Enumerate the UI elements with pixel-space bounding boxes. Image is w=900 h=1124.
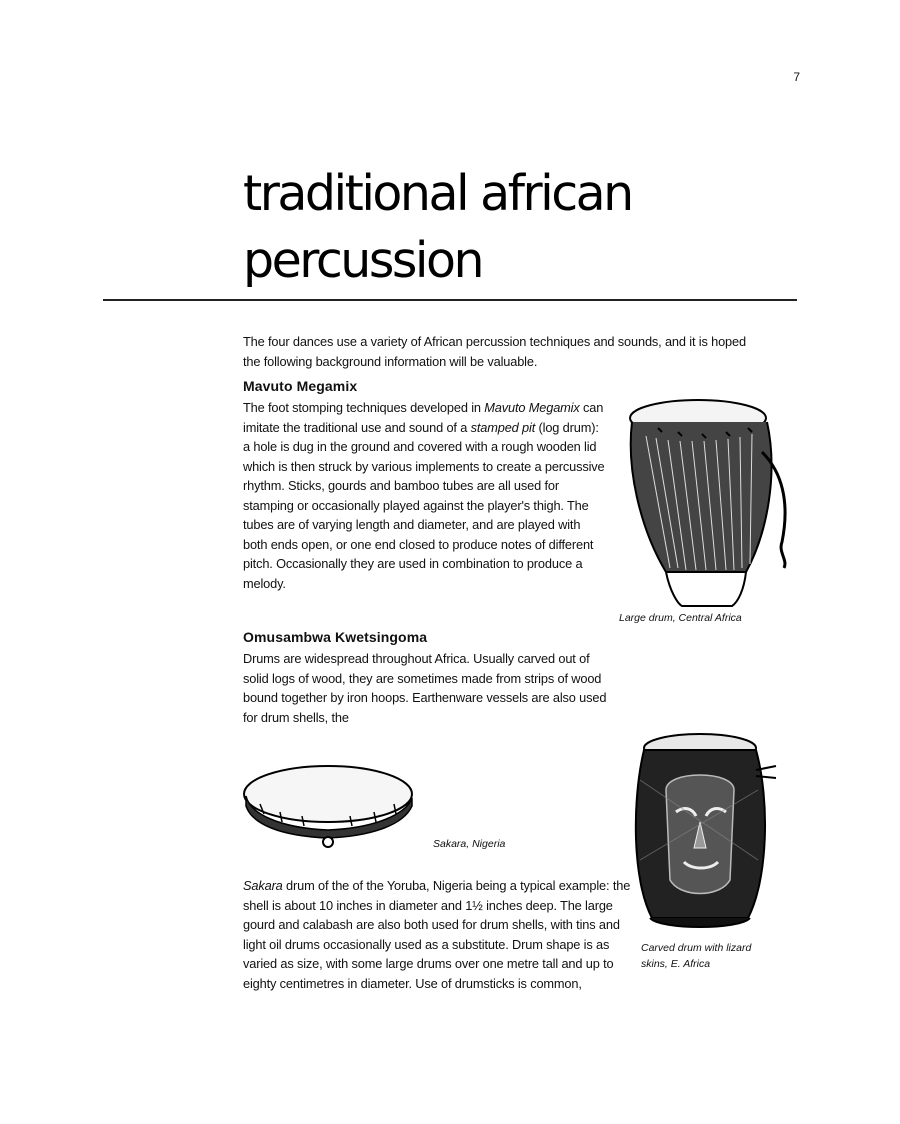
caption-large-drum: Large drum, Central Africa (619, 612, 742, 624)
text-run: can imitate the traditional use and sound of a (243, 400, 604, 435)
caption-sakara: Sakara, Nigeria (433, 838, 506, 850)
sakara-paragraph (243, 876, 638, 993)
sakara-drum-illustration (240, 756, 420, 850)
section-heading-omusambwa-kwetsingoma: Omusambwa Kwetsingoma (243, 629, 428, 645)
title-divider (103, 299, 797, 301)
text-run: (log drum): a hole is dug in the ground and covered with a rough wooden lid which is then struck by various implements to create a percussive rhythm. Sticks, gourds and bamboo tubes are all used for stamping or occasionally played against the player's thigh. The tubes are of varying length and diameter, and are played with both ends open, or one end closed to produce notes of different pitch. Occasionally they are used in combination to produce a melody. (243, 419, 605, 591)
emphasis-sakara: Sakara (243, 878, 283, 893)
omusambwa-paragraph: Drums are widespread throughout Africa. Usually carved out of solid logs of wood, they are sometimes made from strips of wood bound together by iron hoops. Earthenware vessels are also used for drum shells, the (243, 651, 607, 725)
large-drum-illustration (622, 392, 802, 608)
emphasis-mavuto-megamix: Mavuto Megamix (484, 400, 580, 415)
page-title (243, 160, 632, 294)
caption-carved-drum: Carved drum with lizard skins, E. Africa (641, 942, 752, 970)
intro-paragraph: The four dances use a variety of African percussion techniques and sounds, and it is hoped the following background information will be valuable. (243, 334, 746, 369)
text-run: The foot stomping techniques developed in (243, 400, 485, 415)
mavuto-megamix-paragraph (243, 398, 605, 593)
emphasis-stamped-pit: stamped pit (470, 419, 536, 435)
text-run: drum of the of the Yoruba, Nigeria being a typical example: the shell is about 10 inches in diameter and 1½ inches deep. The large gourd and calabash are also both used for drum shells, with tins and light oil drums occasionally used as a substitute. Drum shape is as varied as size, with some large drums over one metre tall and up to eighty centimetres in diameter. Use of drumsticks is common, (243, 878, 631, 991)
page-title-line-2: percussion (243, 232, 483, 289)
page-number: 7 (793, 70, 800, 84)
section-heading-mavuto-megamix: Mavuto Megamix (243, 378, 358, 394)
carved-drum-illustration (630, 730, 780, 935)
page-title-line-1: traditional african (243, 165, 632, 222)
